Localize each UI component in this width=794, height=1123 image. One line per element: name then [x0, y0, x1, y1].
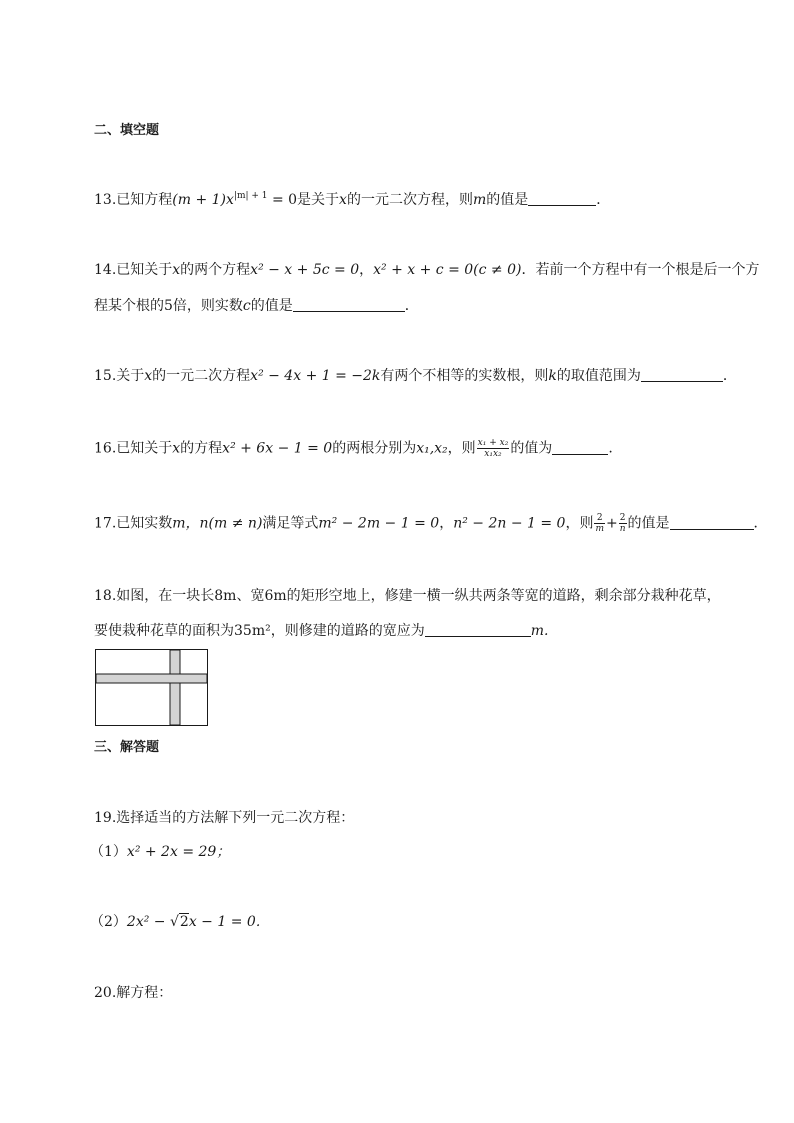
question-14: 14.已知关于x的两个方程x² − x + 5c = 0，x² + x + c = 0(c ≠ 0)．若前一个方程中有一个根是后一个方: [94, 262, 760, 278]
horizontal-road: [96, 674, 207, 683]
answer-blank[interactable]: [425, 622, 531, 637]
fraction: $\frac{2}{n}$: [619, 513, 626, 534]
question-19-part-2: （2）2x² − √2x − 1 = 0．: [90, 914, 270, 930]
question-17: 17.已知实数m，n(m ≠ n)满足等式m² − 2m − 1 = 0，n² − 2n − 1 = 0，则 $\frac{2}{m}$ + $\frac{2}{n}$ 的值是 ．: [94, 513, 768, 534]
question-18: 18.如图，在一块长8m、宽6m的矩形空地上，修建一横一纵共两条等宽的道路，剩余部分栽种花草，: [94, 588, 721, 604]
field-rectangle: [96, 650, 208, 726]
section-heading-answers: 三、解答题: [94, 740, 160, 755]
question-number: 15.: [94, 368, 117, 384]
question-number: 20.: [94, 985, 117, 1001]
question-19: 19.选择适当的方法解下列一元二次方程：: [94, 810, 355, 826]
question-19-part-1: （1）x² + 2x = 29；: [90, 844, 231, 860]
answer-blank[interactable]: [552, 440, 608, 455]
answer-blank[interactable]: [670, 515, 754, 530]
question-20: 20.解方程：: [94, 985, 173, 1001]
section-heading-fill-in: 二、填空题: [94, 123, 160, 138]
question-number: 16.: [94, 440, 117, 457]
question-16: 16.已知关于x的方程x² + 6x − 1 = 0的两根分别为x₁,x₂，则 $\frac{\text{x₁ + x₂}}{\text{x₁x₂}}$ 的值为 .: [94, 438, 613, 459]
answer-blank[interactable]: [641, 367, 723, 382]
rectangle-roads-figure: [95, 649, 209, 727]
question-number: 18.: [94, 588, 117, 604]
road-intersection: [171, 675, 180, 683]
question-number: 14.: [94, 262, 117, 278]
answer-blank[interactable]: [293, 297, 405, 312]
sqrt-symbol: √: [169, 914, 179, 930]
fraction: $\frac{\text{x₁ + x₂}}{\text{x₁x₂}}$: [477, 438, 509, 459]
question-15: 15.关于x的一元二次方程x² − 4x + 1 = −2k有两个不相等的实数根，则k的取值范围为 ．: [94, 368, 737, 384]
vertical-road: [170, 650, 180, 725]
fraction: $\frac{2}{m}$: [595, 513, 604, 534]
question-13: 13.已知方程$(m + 1)x^{|m| + 1} = 0$是关于x的一元二次方程，则m的值是 ．: [94, 191, 611, 208]
question-number: 19.: [94, 810, 117, 826]
question-18-line2: 要使栽种花草的面积为35m²，则修建的道路的宽应为 m.: [94, 623, 549, 639]
question-14-line2: 程某个根的5倍，则实数c的值是 ．: [94, 298, 419, 314]
answer-blank[interactable]: [528, 191, 596, 206]
question-number: 13.: [94, 192, 117, 208]
question-number: 17.: [94, 515, 117, 532]
